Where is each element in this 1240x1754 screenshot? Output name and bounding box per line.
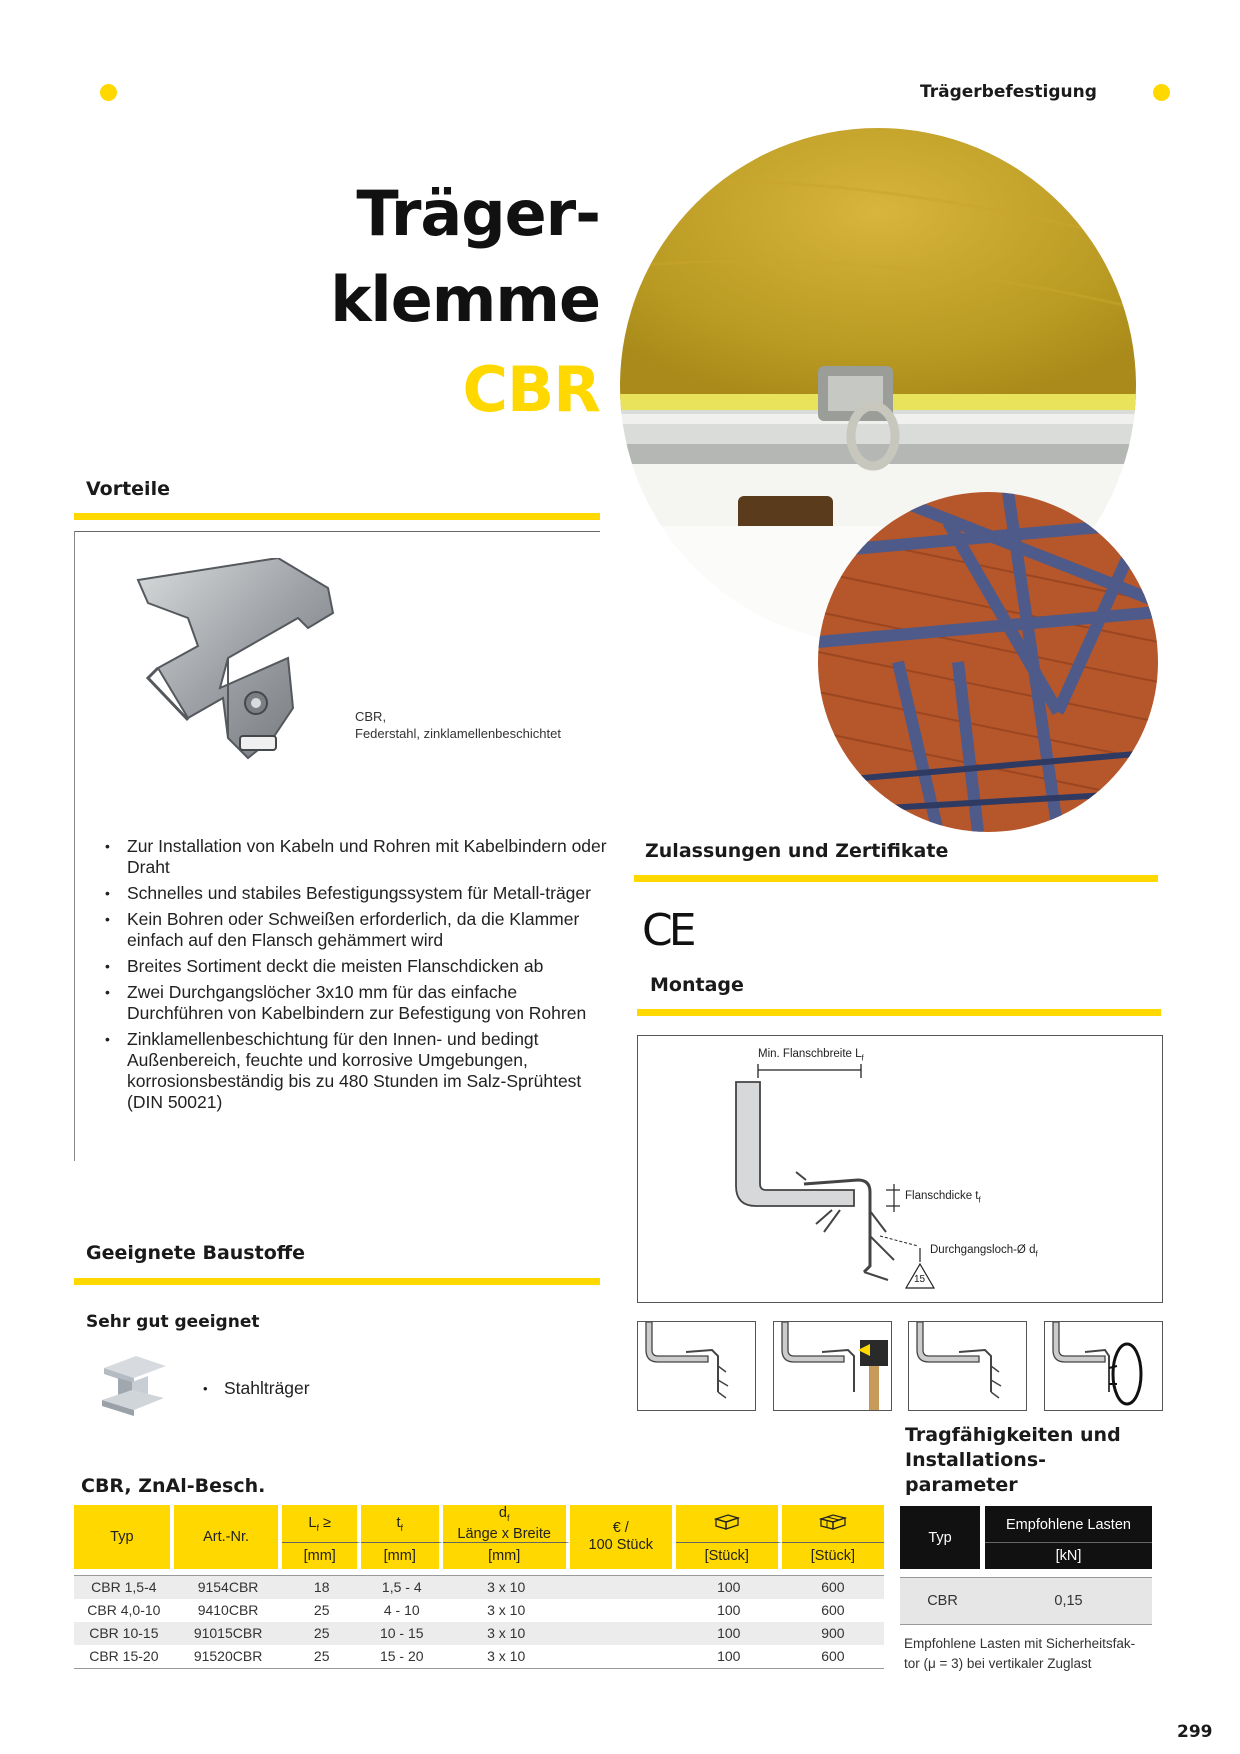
cell-typ: CBR 10-15 — [74, 1622, 174, 1645]
cell-tf: 10 - 15 — [361, 1622, 443, 1645]
montage-step-2 — [773, 1321, 892, 1411]
cell-pack-small: 100 — [676, 1576, 782, 1599]
cell-lf: 25 — [282, 1622, 361, 1645]
cell-art: 91015CBR — [174, 1622, 283, 1645]
truss-photo — [818, 492, 1158, 832]
label-flange-thickness: Flanschdicke $t_f$ — [905, 1190, 981, 1205]
title-line-2: klemme — [330, 263, 600, 336]
page-number: 299 — [1177, 1722, 1213, 1742]
step-2-drawing — [774, 1322, 891, 1410]
col-df: $d_f$ Länge x Breite — [443, 1505, 570, 1542]
table-row — [74, 1599, 884, 1622]
cell-pack-small: 100 — [676, 1645, 782, 1669]
label-angle: 15 — [914, 1274, 926, 1285]
load-row — [900, 1578, 1152, 1625]
ce-mark: CE — [642, 905, 693, 956]
cbr-clip-image — [128, 558, 343, 773]
cell-pack-small: 100 — [717, 1602, 741, 1619]
cell-pack-small: 100 — [676, 1622, 782, 1645]
advantage-item: • Kein Bohren oder Schweißen erforderlich, da die Klammer einfach auf den Flansch gehämmert wird — [103, 909, 613, 951]
label-hole: Durchgangsloch-Ø $d_f$ — [930, 1244, 1038, 1259]
materials-subheading: Sehr gut geeignet — [86, 1312, 260, 1332]
col-pack-small-unit: [Stück] — [676, 1542, 782, 1569]
cell-df: 3 x 10 — [487, 1602, 526, 1619]
load-row-value: 0,15 — [985, 1578, 1152, 1625]
boxes-icon — [819, 1511, 847, 1531]
col-tf: $t_f$ — [361, 1505, 443, 1542]
advantage-item: • Breites Sortiment deckt die meisten Flanschdicken ab — [103, 956, 613, 977]
montage-step-4 — [1044, 1321, 1163, 1411]
cell-price — [570, 1599, 676, 1622]
cell-pack-large: 600 — [821, 1602, 845, 1619]
label-flange-width: Min. Flanschbreite $L_f$ — [758, 1048, 864, 1063]
load-col-load: Empfohlene Lasten — [985, 1506, 1152, 1542]
col-pack-small — [676, 1505, 782, 1542]
title-line-3: CBR — [462, 353, 600, 426]
header-dot-right — [1153, 84, 1170, 101]
header-dot-left — [100, 84, 117, 101]
materials-heading: Geeignete Baustoffe — [86, 1242, 306, 1264]
step-3-drawing — [909, 1322, 1026, 1410]
montage-heading: Montage — [650, 974, 744, 996]
cell-df: 3 x 10 — [443, 1622, 570, 1645]
load-heading-3: parameter — [905, 1474, 1018, 1496]
cell-tf: 1,5 - 4 — [361, 1576, 443, 1599]
cell-typ: CBR 1,5-4 — [74, 1576, 174, 1599]
col-art: Art.-Nr. — [174, 1505, 283, 1569]
table-row — [74, 1622, 884, 1645]
col-pack-large-unit: [Stück] — [782, 1542, 884, 1569]
montage-rule — [637, 1009, 1161, 1016]
cell-art: 9410CBR — [197, 1602, 259, 1619]
col-df-unit: [mm] — [443, 1542, 570, 1569]
advantages-heading: Vorteile — [86, 478, 170, 500]
table-row — [74, 1645, 884, 1669]
load-heading-2: Installations- — [905, 1449, 1047, 1471]
cell-pack-large: 600 — [782, 1576, 884, 1599]
cell-lf: 18 — [282, 1576, 361, 1599]
advantage-item: • Schnelles und stabiles Befestigungssystem für Metall-träger — [103, 883, 613, 904]
cell-typ: CBR 15-20 — [74, 1645, 174, 1669]
step-4-drawing — [1045, 1322, 1162, 1410]
cell-lf: 25 — [313, 1602, 330, 1619]
cell-tf: 15 - 20 — [361, 1645, 443, 1669]
advantage-item: • Zur Installation von Kabeln und Rohren mit Kabelbindern oder Draht — [103, 836, 613, 878]
cell-price — [570, 1645, 676, 1669]
cell-art: 9154CBR — [174, 1576, 283, 1599]
steel-beam-icon — [96, 1348, 171, 1418]
cell-pack-large: 600 — [782, 1645, 884, 1669]
load-col-unit: [kN] — [985, 1542, 1152, 1569]
col-lf: $L_f$ ≥ — [282, 1505, 361, 1542]
col-lf-unit: [mm] — [282, 1542, 361, 1569]
materials-item: Stahlträger — [224, 1378, 310, 1398]
approvals-rule — [634, 875, 1158, 882]
product-table-heading: CBR, ZnAl-Besch. — [81, 1475, 266, 1497]
step-1-drawing — [638, 1322, 755, 1410]
box-icon — [714, 1511, 740, 1531]
load-heading-1: Tragfähigkeiten und — [905, 1424, 1121, 1446]
load-note-1: Empfohlene Lasten mit Sicherheitsfak- — [904, 1636, 1136, 1651]
col-price: € / 100 Stück — [570, 1505, 676, 1569]
cell-typ: CBR 4,0-10 — [87, 1602, 161, 1619]
materials-bullet: • — [203, 1381, 208, 1396]
advantages-list — [103, 836, 613, 1118]
advantage-item: • Zwei Durchgangslöcher 3x10 mm für das einfache Durchführen von Kabelbindern zur Befestigung von Rohren — [103, 982, 613, 1024]
col-tf-unit: [mm] — [361, 1542, 443, 1569]
cell-art: 91520CBR — [174, 1645, 283, 1669]
title-line-1: Träger- — [356, 177, 600, 250]
cell-df: 3 x 10 — [443, 1645, 570, 1669]
cell-price — [570, 1622, 676, 1645]
cell-tf: 4 - 10 — [383, 1602, 420, 1619]
cell-price — [570, 1576, 676, 1599]
montage-step-1 — [637, 1321, 756, 1411]
materials-rule — [74, 1278, 600, 1285]
approvals-heading: Zulassungen und Zertifikate — [645, 840, 949, 862]
advantages-rule-thin — [74, 531, 600, 532]
advantage-item: • Zinklamellenbeschichtung für den Innen- und bedingt Außenbereich, feuchte und korrosive Umgebungen, korrosionsbeständig bis zu 480 Stunden im Salz-Sprühtest (DIN 50021) — [103, 1029, 613, 1113]
load-row-typ: CBR — [900, 1578, 985, 1625]
section-title: Trägerbefestigung — [920, 82, 1097, 102]
advantages-rule — [74, 513, 600, 520]
cell-lf: 25 — [282, 1645, 361, 1669]
montage-step-3 — [908, 1321, 1027, 1411]
cell-pack-large: 900 — [782, 1622, 884, 1645]
advantages-side-line — [74, 531, 75, 1161]
montage-diagram — [637, 1035, 1163, 1303]
table-row — [74, 1576, 884, 1599]
load-col-typ: Typ — [900, 1506, 985, 1569]
product-caption-1: CBR, — [355, 709, 387, 724]
load-note-2: tor (μ = 3) bei vertikaler Zuglast — [904, 1656, 1092, 1671]
load-table — [900, 1506, 1152, 1625]
product-table — [74, 1505, 884, 1669]
col-pack-large — [782, 1505, 884, 1542]
cell-df: 3 x 10 — [443, 1576, 570, 1599]
clip-section-drawing — [638, 1036, 1162, 1302]
product-caption-2: Federstahl, zinklamellenbeschichtet — [355, 726, 561, 741]
col-typ: Typ — [74, 1505, 174, 1569]
